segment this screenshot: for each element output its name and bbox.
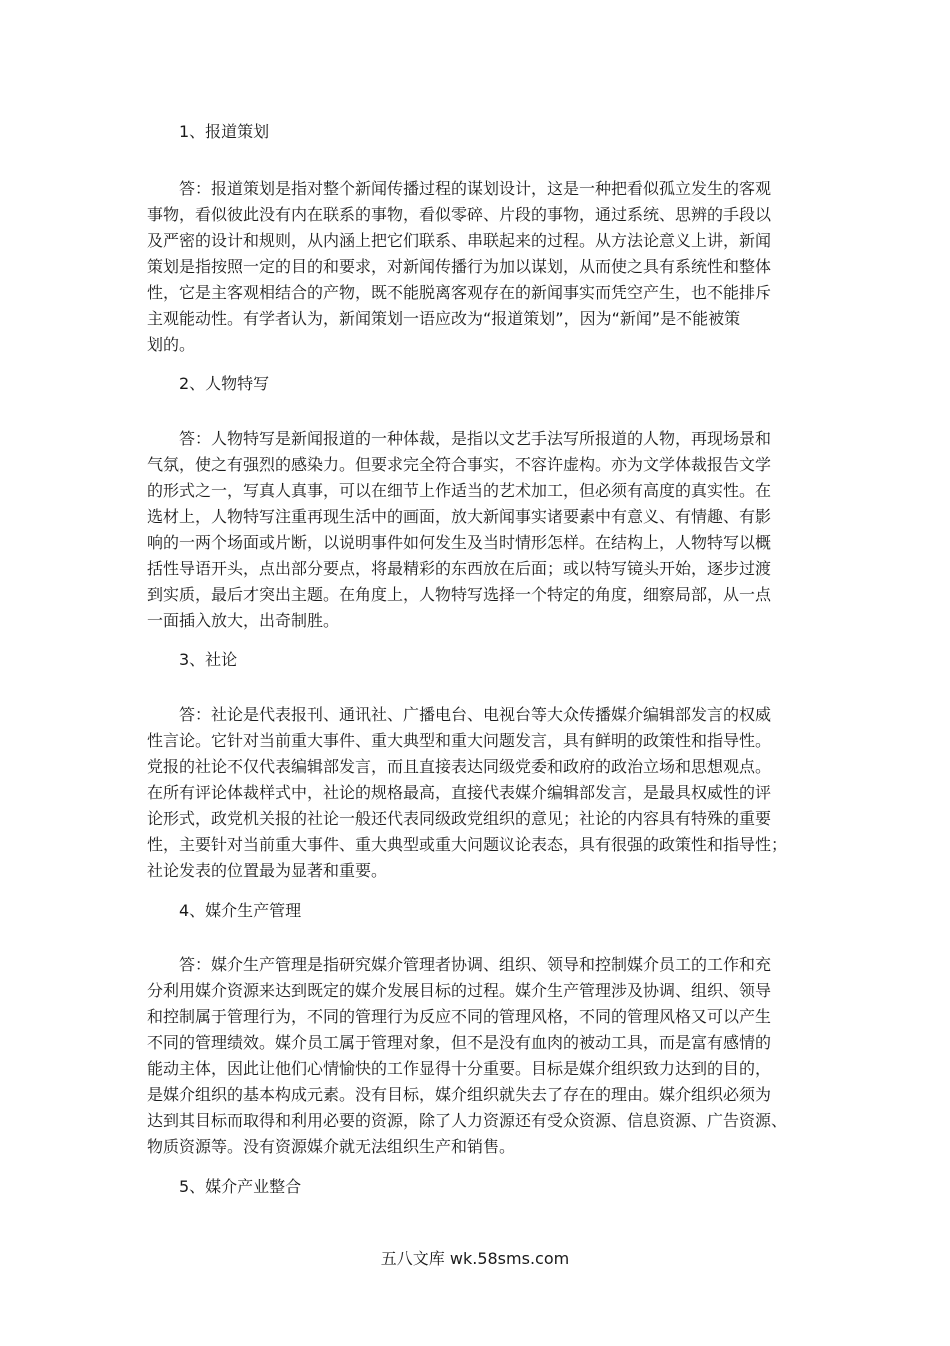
- section-paragraph: 答：人物特写是新闻报道的一种体裁，是指以文艺手法写所报道的人物，再现场景和 气氛，使之有强烈的感染力。但要求完全符合事实，不容许虚构。亦为文学体裁报告文学 的形式之一，写真人真事，可以在细节上作适当的艺术加工，但必须有高度的真实性。在 选材上，人物特写注重再现生活中的画面，放大新闻事实诸要素中有意义、有情趣、有影 响的一两个场面或片断，以说明事件如何发生及当时情形怎样。在结构上，人物特写以概 括性导语开头，点出部分要点，将最精彩的东西放在后面；或以特写镜头开始，逐步过渡 到实质，最后才突出主题。在角度上，人物特写选择一个特定的角度，细察局部，从一点 一面插入放大，出奇制胜。: [147, 429, 772, 630]
- section-heading: 2、人物特写: [179, 374, 270, 393]
- section-heading: 5、媒介产业整合: [179, 1177, 302, 1196]
- section-heading: 3、社论: [179, 650, 238, 669]
- footer-watermark: 五八文库 wk.58sms.com: [380, 1249, 570, 1268]
- section-paragraph: 答：社论是代表报刊、通讯社、广播电台、电视台等大众传播媒介编辑部发言的权威 性言论。它针对当前重大事件、重大典型和重大问题发言，具有鲜明的政策性和指导性。 党报的社论不仅代表编辑部发言，而且直接表达同级党委和政府的政治立场和思想观点。 在所有评论体裁样式中，社论的规格最高，直接代表媒介编辑部发言，是最具权威性的评 论形式，政党机关报的社论一般还代表同级政党组织的意见；社论的内容具有特殊的重要 性，主要针对当前重大事件、重大典型或重大问题议论表态，具有很强的政策性和指导性； 社论发表的位置最为显著和重要。: [147, 705, 788, 880]
- section-heading: 4、媒介生产管理: [179, 901, 302, 920]
- section-heading: 1、报道策划: [179, 122, 270, 141]
- section-paragraph: 答：媒介生产管理是指研究媒介管理者协调、组织、领导和控制媒介员工的工作和充 分利用媒介资源来达到既定的媒介发展目标的过程。媒介生产管理涉及协调、组织、领导 和控制属于管理行为，不同的管理行为反应不同的管理风格，不同的管理风格又可以产生 不同的管理绩效。媒介员工属于管理对象，但不是没有血肉的被动工具，而是富有感情的 能动主体，因此让他们心情愉快的工作显得十分重要。目标是媒介组织致力达到的目的， 是媒介组织的基本构成元素。没有目标，媒介组织就失去了存在的理由。媒介组织必须为 达到其目标而取得和利用必要的资源，除了人力资源还有受众资源、信息资源、广告资源、 物质资源等。没有资源媒介就无法组织生产和销售。: [147, 955, 788, 1156]
- section-paragraph: 答：报道策划是指对整个新闻传播过程的谋划设计，这是一种把看似孤立发生的客观 事物，看似彼此没有内在联系的事物，看似零碎、片段的事物，通过系统、思辨的手段以 及严密的设计和规则，从内涵上把它们联系、串联起来的过程。从方法论意义上讲，新闻 策划是指按照一定的目的和要求，对新闻传播行为加以谋划，从而使之具有系统性和整体 性，它是主客观相结合的产物，既不能脱离客观存在的新闻事实而凭空产生，也不能排斥 主观能动性。有学者认为，新闻策划一语应改为“报道策划”，因为“新闻”是不能被策 划的。: [147, 179, 772, 354]
